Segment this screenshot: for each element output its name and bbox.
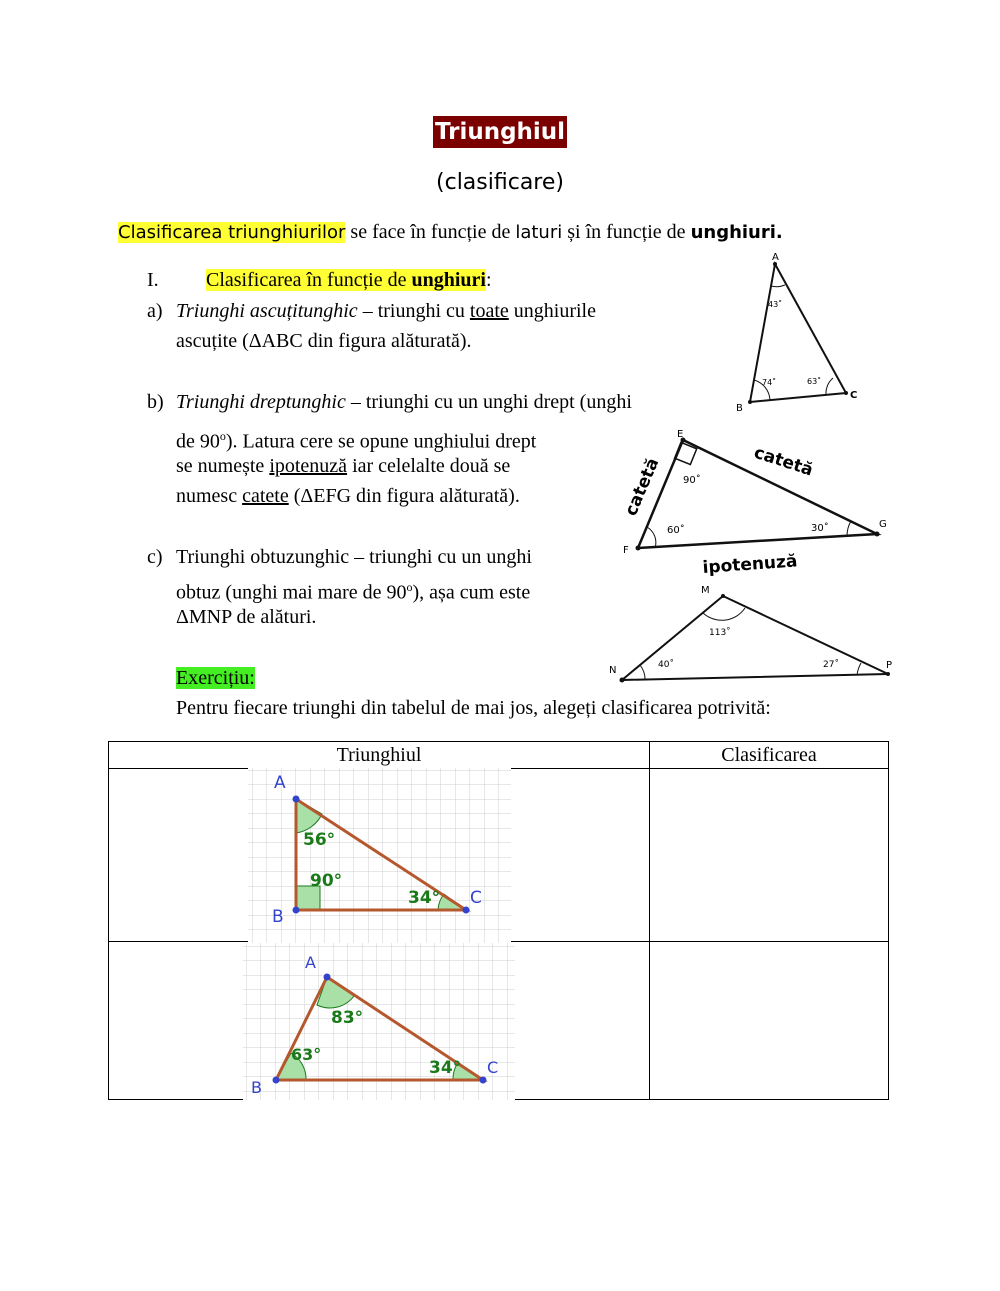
header-clasificarea: Clasificarea: [650, 742, 889, 769]
item-a-line1: [176, 298, 596, 324]
figure-acute-triangle: [730, 250, 870, 420]
angle-b: 74˚: [762, 378, 777, 387]
item-a-letter: a): [147, 300, 163, 322]
section-heading-bold: unghiuri: [411, 269, 486, 291]
figure-obtuse-triangle: [605, 580, 903, 685]
item-c-line2: [176, 574, 530, 606]
intro-text-1: se face în funcție de: [345, 221, 516, 243]
item-c-line1: Triunghi obtuzunghic – triunghi cu un unghi: [176, 546, 532, 568]
item-b-line4b: (ΔEFG din figura alăturată).: [288, 485, 520, 507]
row2-classification-cell[interactable]: [650, 942, 889, 1100]
label-n: N: [609, 665, 617, 676]
label-cateta-1: catetă: [621, 455, 664, 519]
table-header-row: [109, 742, 889, 769]
page-subtitle: (clasificare): [436, 170, 564, 195]
section-roman: I.: [147, 269, 159, 291]
ex1-angle-c: 34°: [408, 888, 441, 908]
exercise-figure-1: [248, 768, 511, 944]
item-b-line3: [176, 453, 510, 479]
label-f: F: [623, 545, 629, 556]
angle-f: 60˚: [667, 525, 685, 536]
angle-e: 90˚: [683, 475, 701, 486]
label-a: A: [772, 252, 779, 263]
item-a-underlined: toate: [469, 300, 509, 322]
label-b: B: [736, 403, 743, 414]
item-b-text1: – triunghi cu un unghi drept (unghi: [345, 391, 632, 413]
item-b-line4: [176, 483, 520, 509]
angle-p: 27˚: [823, 660, 839, 670]
item-c-degree: o: [406, 580, 413, 594]
page-title: Triunghiul: [433, 116, 567, 148]
item-b-line2: [176, 423, 536, 455]
item-b-line2b: ). Latura cere se opune unghiului drept: [225, 430, 537, 453]
item-b-catete: catete: [242, 485, 289, 507]
intro-laturi: laturi: [515, 222, 563, 243]
ex2-angle-c: 34°: [429, 1058, 462, 1078]
item-a-term: Triunghi ascuțitunghic: [176, 300, 358, 322]
section-heading-text: Clasificarea în funcție de: [206, 269, 412, 291]
item-a-text2: unghiurile: [508, 300, 596, 322]
item-b-line4a: numesc: [176, 485, 243, 507]
ex2-angle-b: 63°: [291, 1045, 322, 1064]
subtitle-container: [0, 170, 1000, 195]
label-e: E: [677, 429, 684, 440]
label-ipotenuza: ipotenuză: [701, 551, 799, 578]
item-c-line2a: obtuz (unghi mai mare de 90: [176, 581, 407, 604]
item-b-degree: o: [219, 429, 226, 443]
angle-c: 63˚: [807, 377, 822, 386]
item-a-text1: – triunghi cu: [357, 300, 470, 322]
angle-g: 30˚: [811, 523, 829, 534]
item-c-line2b: ), așa cum este: [412, 581, 531, 604]
exercise-instruction: Pentru fiecare triunghi din tabelul de mai jos, alegeți clasificarea potrivită:: [176, 697, 771, 719]
label-p: P: [886, 660, 893, 671]
item-c-line3: ΔMNP de alături.: [176, 606, 317, 628]
exercise-label: [176, 665, 255, 691]
exercise-figure-2: [243, 943, 515, 1100]
angle-n: 40˚: [658, 660, 674, 670]
item-b-ipotenuza: ipotenuză: [269, 455, 348, 477]
arc-a: [771, 285, 785, 287]
label-cateta-2: catetă: [751, 442, 816, 481]
ex1-label-c: C: [470, 888, 482, 908]
section-heading: [206, 267, 492, 293]
ex1-label-b: B: [272, 907, 284, 927]
ex1-angle-b: 90°: [310, 871, 343, 891]
intro-highlight: Clasificarea triunghiurilor: [118, 222, 346, 243]
item-b-letter: b): [147, 391, 164, 413]
arc-p: [857, 663, 861, 675]
item-b-line2a: de 90: [176, 430, 220, 453]
label-m: M: [701, 585, 710, 596]
angle-m: 113˚: [709, 628, 731, 638]
ex2-label-c: C: [487, 1058, 499, 1077]
label-g: G: [879, 519, 887, 530]
ex2-label-a: A: [305, 953, 316, 972]
arc-n: [640, 665, 645, 680]
arc-f: [647, 527, 656, 548]
angle-a: 43˚: [768, 300, 783, 309]
label-c: C: [850, 390, 858, 401]
intro-line: [118, 221, 783, 244]
section-heading-colon: :: [485, 269, 492, 291]
arc-g: [847, 521, 851, 536]
ex2-angle-a: 83°: [331, 1008, 364, 1028]
item-b-line1: [176, 389, 632, 415]
row1-classification-cell[interactable]: [650, 769, 889, 942]
ex2-label-b: B: [251, 1078, 262, 1097]
exercise-label-text: Exercițiu:: [176, 667, 255, 689]
item-b-term: Triunghi dreptunghic: [176, 391, 346, 413]
arc-m: [703, 608, 745, 620]
intro-text-2: și în funcție de: [562, 221, 691, 243]
ex1-label-a: A: [274, 773, 286, 793]
item-c-letter: c): [147, 546, 163, 568]
item-b-line3a: se numește: [176, 455, 270, 477]
ex1-angle-a: 56°: [303, 830, 336, 850]
title-container: [0, 116, 1000, 148]
item-b-line3b: iar celelalte două se: [347, 455, 511, 477]
item-a-line2: ascuțite (ΔABC din figura alăturată).: [176, 330, 472, 352]
figure-right-triangle: [615, 425, 895, 580]
header-triunghiul: Triunghiul: [109, 742, 650, 769]
intro-unghiuri: unghiuri.: [690, 222, 783, 243]
arc-c: [826, 378, 833, 395]
